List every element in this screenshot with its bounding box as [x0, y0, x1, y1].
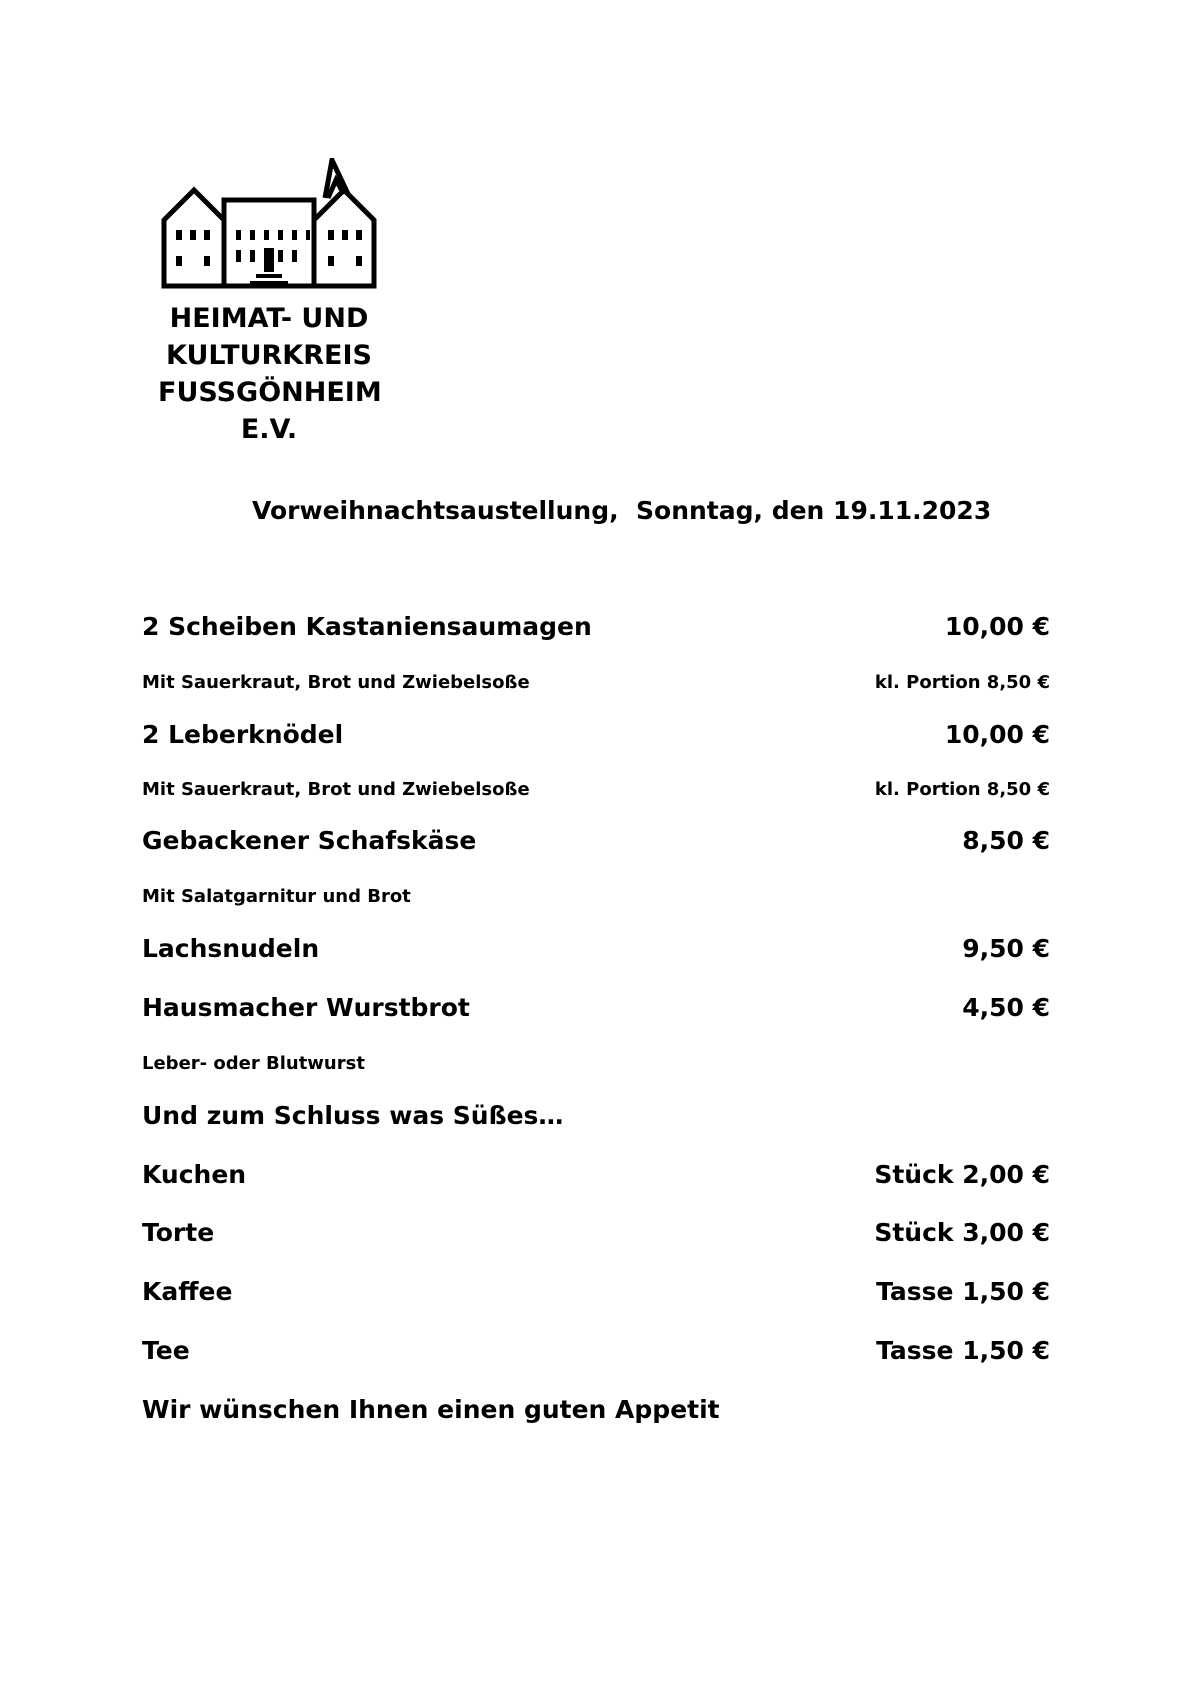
menu-item-note — [142, 672, 1050, 693]
menu-item-price: Tasse 1,50 € — [876, 1336, 1050, 1365]
menu-item — [142, 1277, 1050, 1306]
castle-building-icon — [160, 158, 378, 293]
menu-item — [142, 720, 1050, 749]
menu-item-note — [142, 886, 1050, 907]
menu-item-label: Und zum Schluss was Süßes… — [142, 1101, 564, 1130]
logo-line: KULTURKREIS — [166, 340, 372, 371]
logo-line: E.V. — [240, 414, 298, 445]
menu-item-price: 4,50 € — [962, 993, 1050, 1022]
menu-item-price: 10,00 € — [944, 720, 1050, 749]
menu-item-label: Mit Sauerkraut, Brot und Zwiebelsoße — [142, 672, 530, 693]
menu-item-label: Leber- oder Blutwurst — [142, 1053, 365, 1074]
menu-item-price: kl. Portion 8,50 € — [874, 779, 1050, 800]
menu-item-label: 2 Leberknödel — [142, 720, 344, 749]
menu-item — [142, 612, 1050, 641]
menu-item-label: 2 Scheiben Kastaniensaumagen — [142, 612, 592, 641]
menu-item-label: Mit Sauerkraut, Brot und Zwiebelsoße — [142, 779, 530, 800]
club-logo — [158, 158, 380, 458]
menu-item-label: Hausmacher Wurstbrot — [142, 993, 470, 1022]
logo-line: HEIMAT- UND — [169, 303, 369, 334]
menu-item — [142, 826, 1050, 855]
closing-line — [142, 1395, 1050, 1424]
menu-item-note — [142, 779, 1050, 800]
menu-item-price: 10,00 € — [944, 612, 1050, 641]
menu-item-price: Stück 3,00 € — [874, 1218, 1050, 1247]
page-heading: Vorweihnachtsaustellung, Sonntag, den 19.11.2023 — [252, 496, 992, 525]
menu-item-label: Kaffee — [142, 1277, 233, 1306]
menu-item-label: Wir wünschen Ihnen einen guten Appetit — [142, 1395, 720, 1424]
menu-item — [142, 934, 1050, 963]
menu-item-label: Mit Salatgarnitur und Brot — [142, 886, 411, 907]
logo-line: FUSSGÖNHEIM — [158, 377, 382, 408]
menu-item-price: 9,50 € — [962, 934, 1050, 963]
menu-item — [142, 1218, 1050, 1247]
menu-item-price: 8,50 € — [962, 826, 1050, 855]
logo-text — [158, 300, 380, 448]
menu-item-label: Torte — [142, 1218, 215, 1247]
menu-item — [142, 1160, 1050, 1189]
menu-item-note — [142, 1053, 1050, 1074]
menu-item-label: Tee — [142, 1336, 190, 1365]
menu-item — [142, 993, 1050, 1022]
menu-item-price: Tasse 1,50 € — [876, 1277, 1050, 1306]
menu-item-price: Stück 2,00 € — [874, 1160, 1050, 1189]
menu-item-price: kl. Portion 8,50 € — [874, 672, 1050, 693]
menu-item-label: Gebackener Schafskäse — [142, 826, 477, 855]
section-heading — [142, 1101, 1050, 1130]
menu-item-label: Kuchen — [142, 1160, 247, 1189]
menu-item — [142, 1336, 1050, 1365]
menu-item-label: Lachsnudeln — [142, 934, 320, 963]
